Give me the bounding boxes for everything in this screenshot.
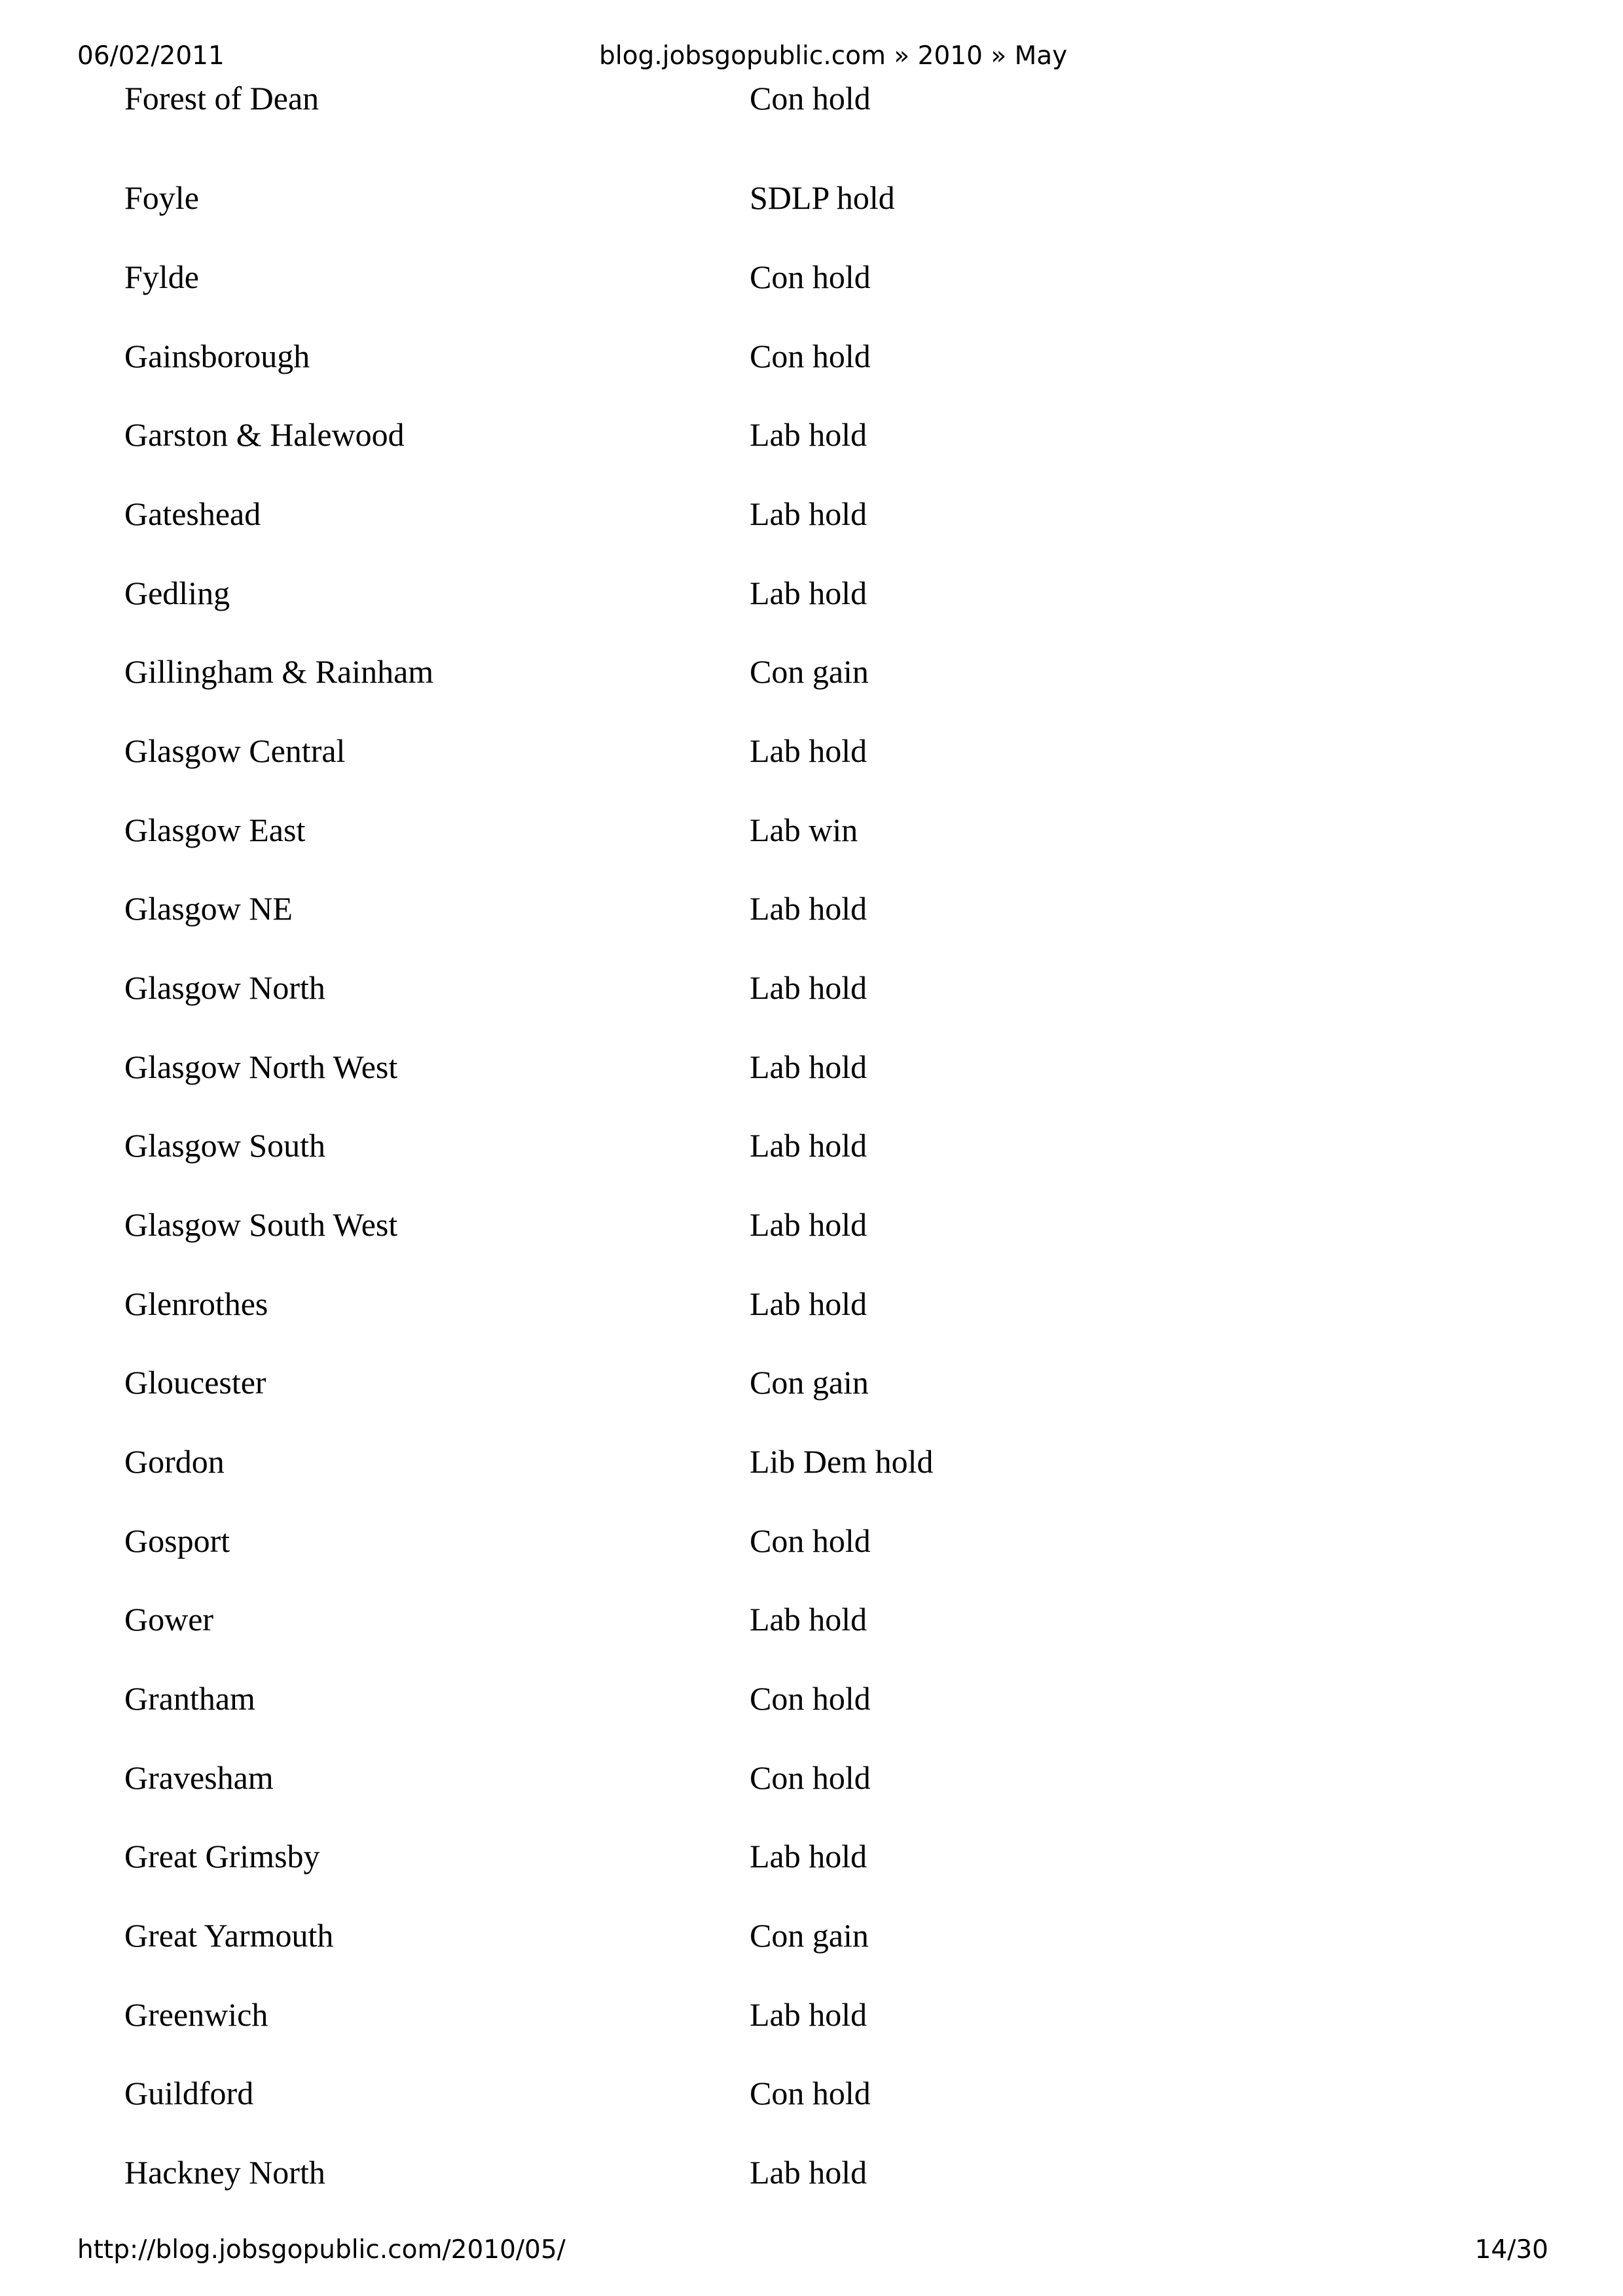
election-result: Lab hold	[750, 575, 867, 611]
election-result: Lab hold	[750, 1996, 867, 2033]
constituency-name: Glasgow South	[124, 1127, 325, 1164]
election-result: Lab hold	[750, 1838, 867, 1874]
election-result: Con hold	[750, 80, 871, 117]
election-result: Con gain	[750, 1364, 869, 1401]
election-result: Con hold	[750, 1522, 871, 1559]
constituency-name: Glasgow Central	[124, 732, 346, 769]
election-result: Lab hold	[750, 969, 867, 1006]
table-row	[0, 807, 1623, 853]
election-result: Con hold	[750, 338, 871, 374]
election-result: Lab hold	[750, 2154, 867, 2191]
footer-page-number: 14/30	[1474, 2235, 1548, 2265]
table-row	[0, 1518, 1623, 1564]
constituency-name: Glasgow North West	[124, 1049, 398, 1085]
table-row	[0, 728, 1623, 774]
footer-url: http://blog.jobsgopublic.com/2010/05/	[77, 2235, 566, 2265]
election-result: Con gain	[750, 653, 869, 690]
constituency-name: Great Grimsby	[124, 1838, 320, 1874]
election-result: Lab hold	[750, 1206, 867, 1243]
constituency-name: Gloucester	[124, 1364, 266, 1401]
constituency-name: Gainsborough	[124, 338, 310, 374]
constituency-name: Garston & Halewood	[124, 416, 405, 453]
table-row	[0, 1596, 1623, 1642]
table-row	[0, 1359, 1623, 1405]
constituency-name: Grantham	[124, 1680, 255, 1717]
constituency-name: Glasgow South West	[124, 1206, 398, 1243]
table-row	[0, 2149, 1623, 2195]
constituency-name: Gedling	[124, 575, 230, 611]
constituency-name: Glasgow North	[124, 969, 325, 1006]
election-result: Con hold	[750, 1680, 871, 1717]
constituency-name: Gravesham	[124, 1759, 274, 1796]
table-row	[0, 2070, 1623, 2116]
table-row	[0, 965, 1623, 1011]
table-row	[0, 1992, 1623, 2037]
table-row	[0, 1912, 1623, 1958]
election-result: Lab hold	[750, 890, 867, 927]
constituency-name: Glasgow East	[124, 812, 306, 848]
table-row	[0, 412, 1623, 457]
table-row	[0, 886, 1623, 931]
constituency-name: Greenwich	[124, 1996, 268, 2033]
header-date: 06/02/2011	[77, 41, 225, 71]
table-row	[0, 175, 1623, 221]
constituency-name: Forest of Dean	[124, 80, 319, 117]
constituency-name: Great Yarmouth	[124, 1917, 334, 1954]
election-result: Lab hold	[750, 1601, 867, 1638]
election-result: Lab hold	[750, 1127, 867, 1164]
constituency-name: Foyle	[124, 179, 199, 216]
table-row	[0, 1202, 1623, 1247]
election-result: Con hold	[750, 2075, 871, 2111]
constituency-name: Gower	[124, 1601, 214, 1638]
table-row	[0, 1755, 1623, 1801]
constituency-name: Glenrothes	[124, 1285, 268, 1322]
table-row	[0, 1122, 1623, 1168]
election-result: Lab hold	[750, 1049, 867, 1085]
election-result: Con gain	[750, 1917, 869, 1954]
constituency-name: Fylde	[124, 259, 199, 295]
table-row	[0, 570, 1623, 616]
table-row	[0, 1676, 1623, 1721]
constituency-name: Glasgow NE	[124, 890, 293, 927]
table-row	[0, 1044, 1623, 1090]
table-row	[0, 1439, 1623, 1484]
election-result: Lab hold	[750, 416, 867, 453]
election-result: Lab hold	[750, 1285, 867, 1322]
constituency-name: Gordon	[124, 1443, 225, 1480]
constituency-name: Gateshead	[124, 495, 261, 532]
election-result: Lab hold	[750, 732, 867, 769]
table-row	[0, 75, 1623, 121]
election-result: Lab hold	[750, 495, 867, 532]
election-result: Lib Dem hold	[750, 1443, 934, 1480]
election-result: Con hold	[750, 259, 871, 295]
table-row	[0, 254, 1623, 300]
constituency-name: Gillingham & Rainham	[124, 653, 434, 690]
table-row	[0, 649, 1623, 694]
constituency-name: Hackney North	[124, 2154, 325, 2191]
table-row	[0, 491, 1623, 537]
election-result: Lab win	[750, 812, 858, 848]
table-row	[0, 333, 1623, 379]
header-title: blog.jobsgopublic.com » 2010 » May	[599, 41, 1068, 71]
election-result: SDLP hold	[750, 179, 895, 216]
table-row	[0, 1281, 1623, 1327]
election-result: Con hold	[750, 1759, 871, 1796]
constituency-name: Guildford	[124, 2075, 254, 2111]
table-row	[0, 1833, 1623, 1879]
constituency-name: Gosport	[124, 1522, 230, 1559]
